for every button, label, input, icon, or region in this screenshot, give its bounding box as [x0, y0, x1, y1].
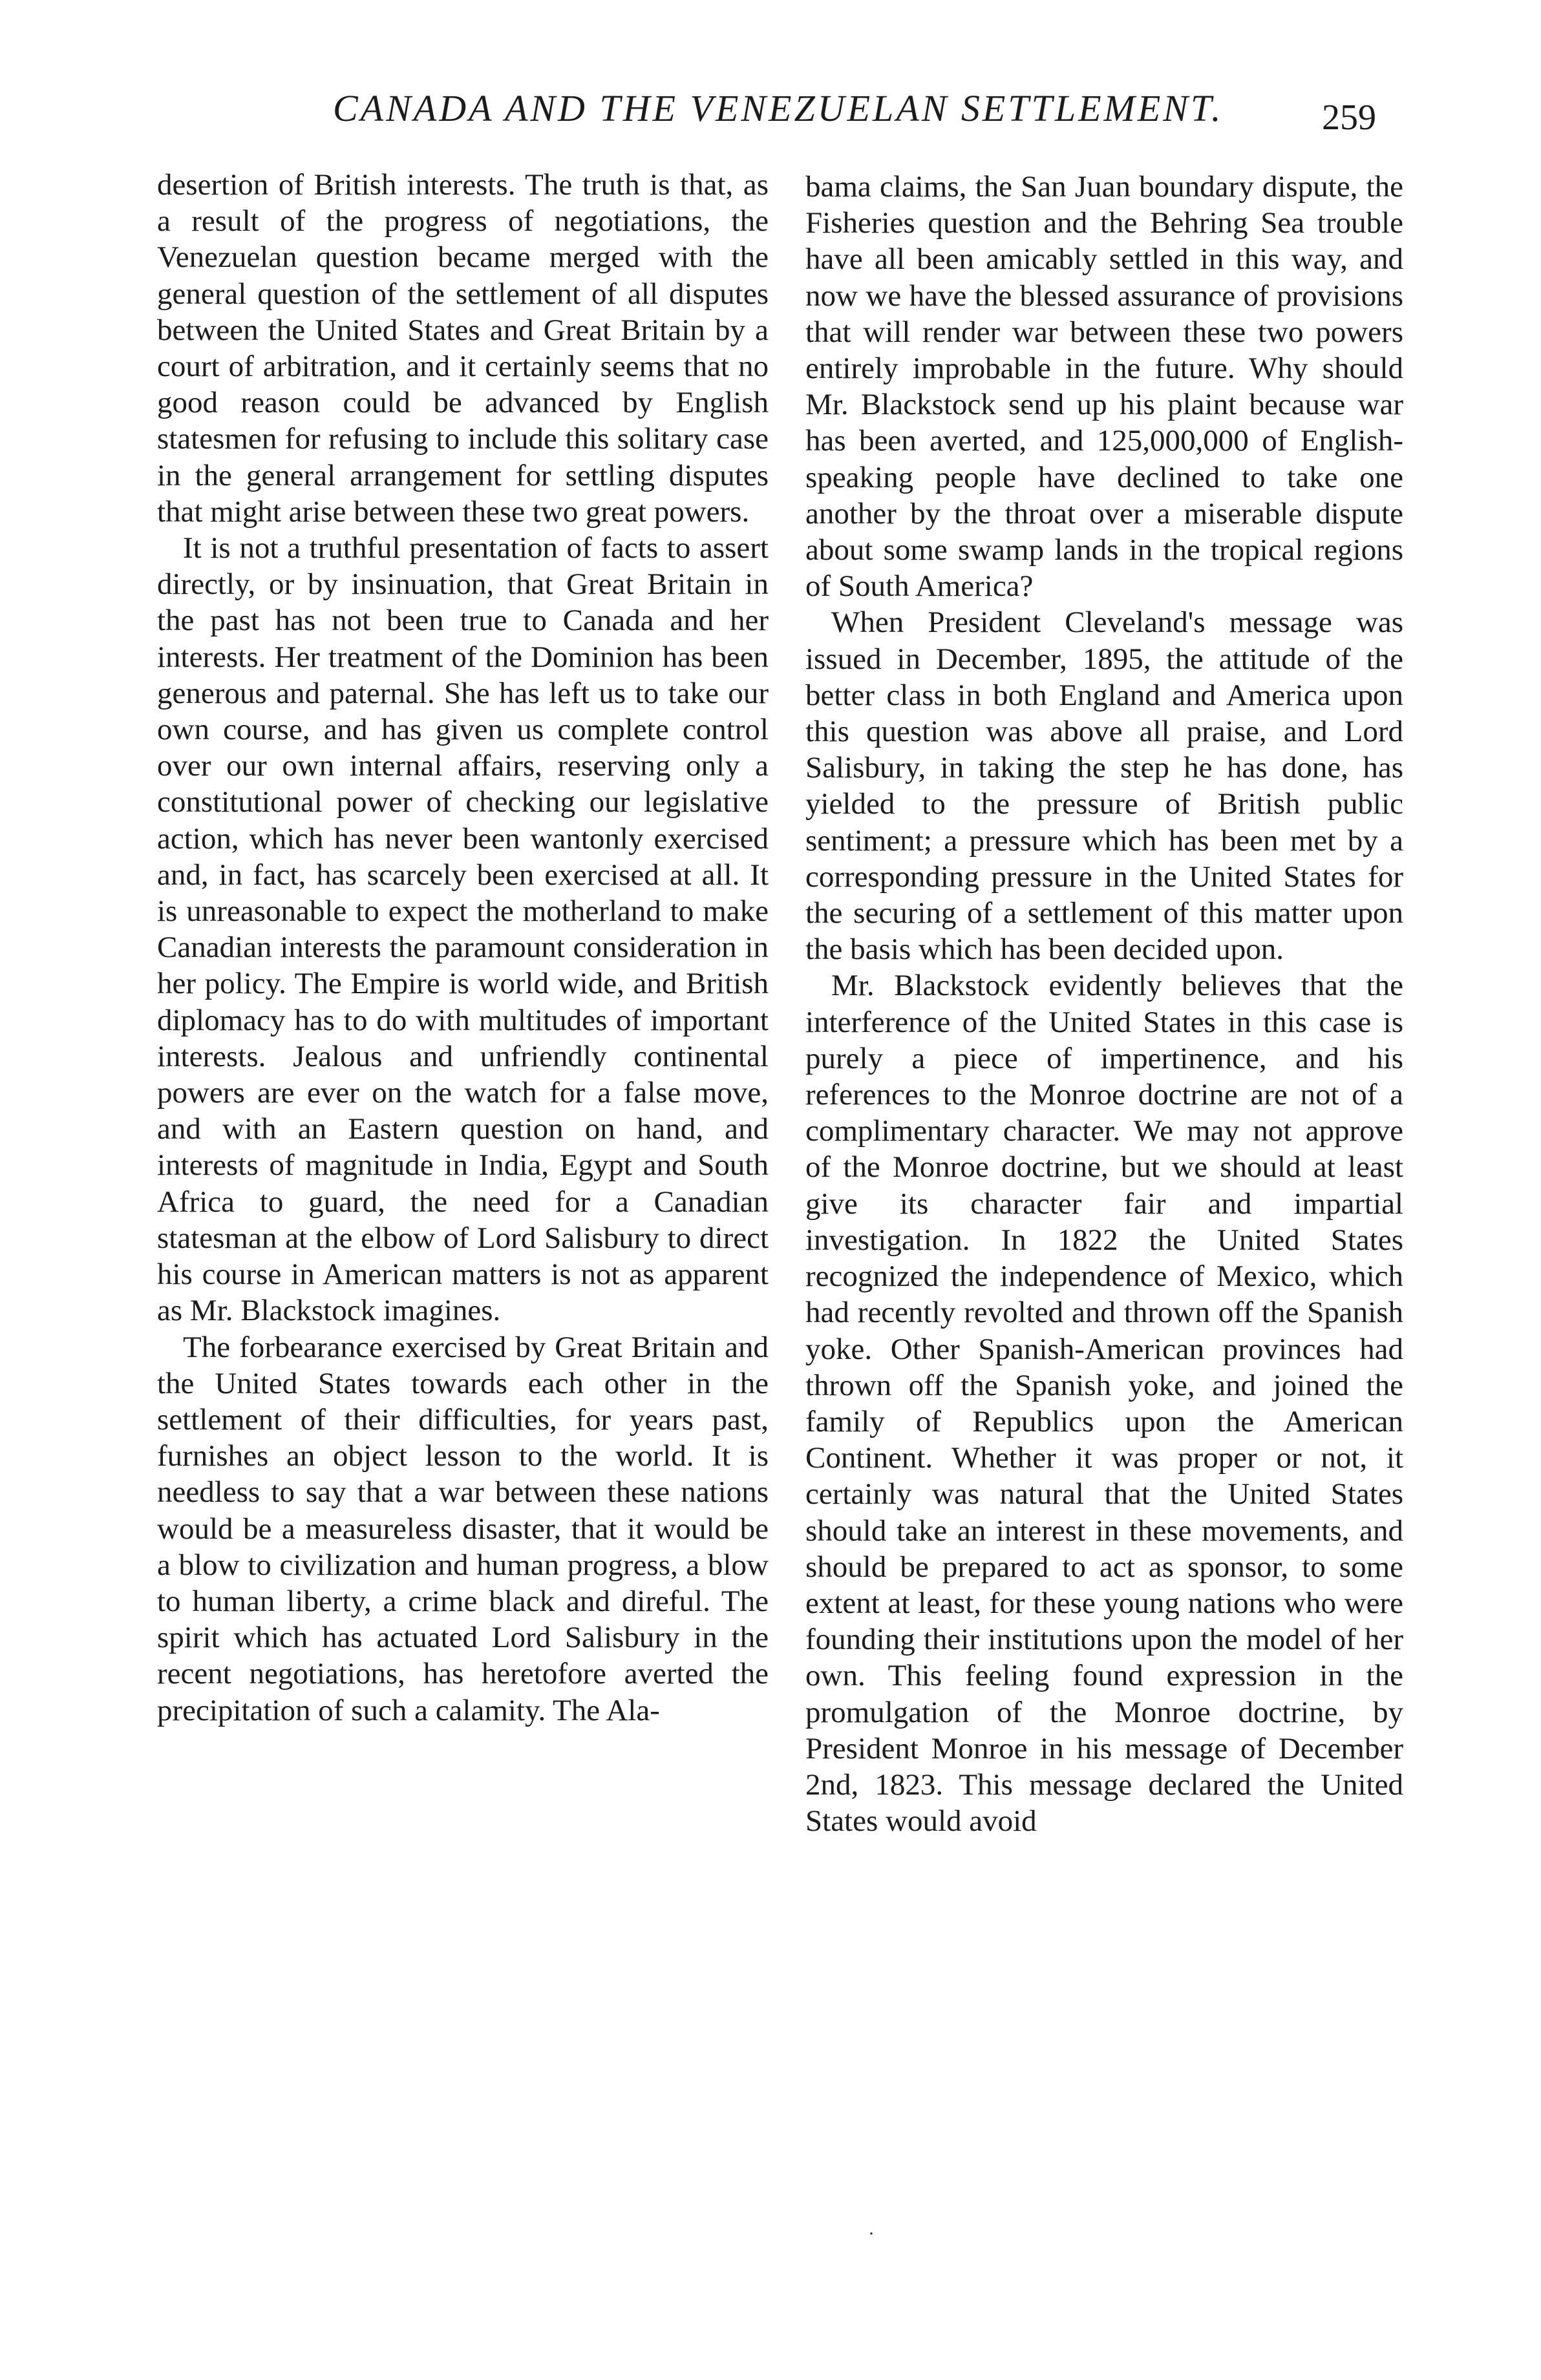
running-head — [0, 83, 1541, 138]
right-column — [805, 169, 1403, 1839]
paragraph-right-2: When President Cleveland's message was issued in December, 1895, the attitude of the better class in both England and America upon this question was above all praise, and Lord Salisbury, in taking the step he has done, has yielded to the pressure of British public sentiment; a pressure which has been met by a corresponding pressure in the United States for the securing of a settlement of this matter upon the basis which has been decided upon. — [805, 606, 1403, 967]
paragraph-right-3: Mr. Blackstock evidently believes that the interference of the United States in this case is purely a piece of impertinence, and his references to the Monroe doctrine are not of a complimentary character. We may not approve of the Monroe doctrine, but we should at least give its character fair and impartial investigation. In 1822 the United States recognized the independence of Mexico, which had recently revolted and thrown off the Spanish yoke. Other Spanish-American provinces had thrown off the Spanish yoke, and joined the family of Republics upon the American Continent. Whether it was proper or not, it certainly was natural that the United States should take an interest in these movements, and should be prepared to act as sponsor, to some extent at least, for these young nations who were founding their institutions upon the model of her own. This feeling found expression in the promulgation of the Monroe doctrine, by President Monroe in his message of December 2nd, 1823. This message declared the United States would avoid — [805, 969, 1403, 1838]
paragraph-left-2: It is not a truthful presentation of facts to assert directly, or by insinuation, that Great Britain in the past has not been true to Canada and her interests. Her treatment of the Dominion has been generous and paternal. She has left us to take our own course, and has given us complete control over our own internal affairs, reserving only a constitutional power of checking our legislative action, which has never been wantonly exercised and, in fact, has scarcely been exercised at all. It is unreasonable to expect the motherland to make Canadian interests the paramount consideration in her policy. The Empire is world wide, and British diplomacy has to do with multitudes of important interests. Jealous and unfriendly continental powers are ever on the watch for a false move, and with an Eastern question on hand, and interests of magnitude in India, Egypt and South Africa to guard, the need for a Canadian statesman at the elbow of Lord Salisbury to direct his course in American matters is not as apparent as Mr. Blackstock imagines. — [157, 531, 769, 1328]
left-column — [157, 167, 769, 1729]
page-number: 259 — [1322, 98, 1376, 138]
running-title: CANADA AND THE VENEZUELAN SETTLEMENT. — [333, 87, 1224, 129]
paragraph-left-3: The forbearance exercised by Great Britain and the United States towards each other in the settlement of their difficulties, for years past, furnishes an object lesson to the world. It is needless to say that a war between these nations would be a measureless disaster, that it would be a blow to civilization and human progress, a blow to human liberty, a crime black and direful. The spirit which has actuated Lord Salisbury in the recent negotiations, has heretofore averted the precipitation of such a calamity. The Ala- — [157, 1330, 769, 1727]
paragraph-right-1: bama claims, the San Juan boundary dispute, the Fisheries question and the Behring Sea trouble have all been amicably settled in this way, and now we have the blessed assurance of provisions that will render war between these two powers entirely improbable in the future. Why should Mr. Blackstock send up his plaint because war has been averted, and 125,000,000 of English-speaking people have declined to take one another by the throat over a miserable dispute about some swamp lands in the tropical regions of South America? — [805, 170, 1403, 604]
ink-speck: · — [868, 2223, 875, 2244]
paragraph-left-1: desertion of British interests. The truth is that, as a result of the progress of negotiations, the Venezuelan question became merged with the general question of the settlement of all disputes between the United States and Great Britain by a court of arbitration, and it certainly seems that no good reason could be advanced by English statesmen for refusing to include this solitary case in the general arrangement for settling disputes that might arise between these two great powers. — [157, 168, 769, 529]
